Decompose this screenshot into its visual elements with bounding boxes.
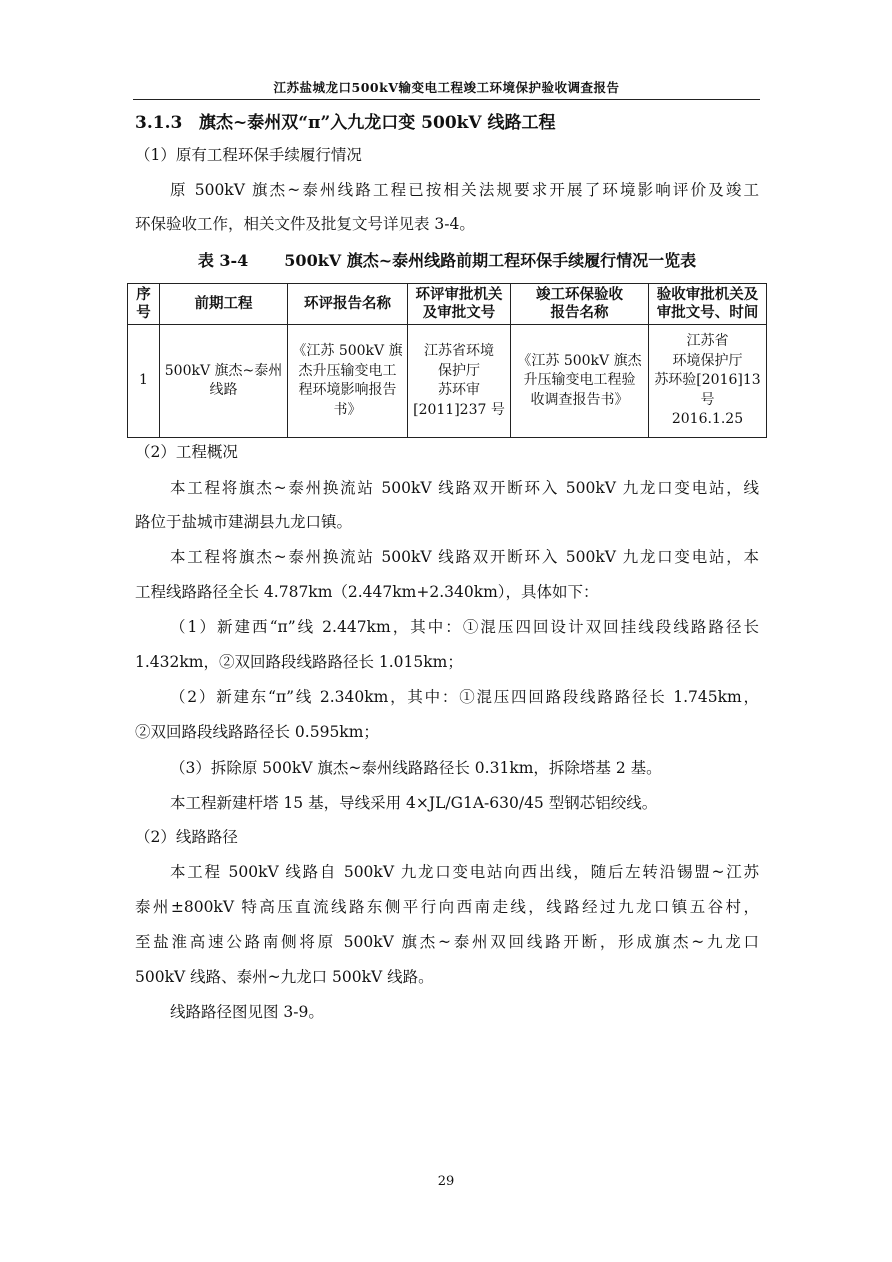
cell-project: 500kV 旗杰~泰州 线路 — [160, 325, 288, 438]
cell-eia-approval: 江苏省环境 保护厅 苏环审 [2011]237 号 — [408, 325, 511, 438]
header-cell-index: 序 号 — [128, 284, 160, 325]
list-item: （3）拆除原 500kV 旗杰~泰州线路路径长 0.31km，拆除塔基 2 基。 — [170, 759, 662, 777]
header-cell-acceptance-report: 竣工环保验收 报告名称 — [511, 284, 649, 325]
paragraph-line: 本工程将旗杰~泰州换流站 500kV 线路双开断环入 500kV 九龙口变电站，本 — [170, 548, 759, 566]
list-item: （1）新建西“π”线 2.447km，其中：①混压四回设计双回挂线段线路路径长 — [170, 618, 759, 636]
section-title: 旗杰~泰州双“π”入九龙口变 500kV 线路工程 — [199, 113, 556, 133]
paragraph-line: 工程线路路径全长 4.787km（2.447km+2.340km），具体如下： — [135, 583, 599, 601]
compliance-table — [127, 283, 767, 438]
subsection-title-3: （2）线路路径 — [135, 828, 238, 846]
paragraph-line: 环保验收工作，相关文件及批复文号详见表 3-4。 — [135, 215, 475, 233]
header-cell-eia-approval: 环评审批机关 及审批文号 — [408, 284, 511, 325]
list-item-cont: 1.432km，②双回路段线路路径长 1.015km； — [135, 653, 463, 671]
subsection-title-2: （2）工程概况 — [135, 443, 238, 461]
paragraph-line: 原 500kV 旗杰~泰州线路工程已按相关法规要求开展了环境影响评价及竣工 — [170, 181, 759, 199]
header-cell-project: 前期工程 — [160, 284, 288, 325]
paragraph-line: 线路路径图见图 3-9。 — [170, 1003, 324, 1021]
paragraph-line: 泰州±800kV 特高压直流线路东侧平行向西南走线，线路经过九龙口镇五谷村， — [135, 898, 759, 916]
table-caption-label: 表 3-4 — [197, 251, 249, 270]
paragraph-line: 本工程新建杆塔 15 基，导线采用 4×JL/G1A-630/45 型钢芯铝绞线。 — [170, 794, 658, 812]
table-row — [128, 325, 767, 438]
section-heading — [135, 108, 556, 133]
paragraph-line: 至盐淮高速公路南侧将原 500kV 旗杰~泰州双回线路开断，形成旗杰~九龙口 — [135, 933, 759, 951]
table-header-row — [128, 284, 767, 325]
header-cell-acceptance-approval: 验收审批机关及 审批文号、时间 — [649, 284, 767, 325]
page-number: 29 — [437, 1174, 455, 1189]
list-item-cont: ②双回路段线路路径长 0.595km； — [135, 723, 379, 741]
paragraph-line: 路位于盐城市建湖县九龙口镇。 — [135, 513, 353, 531]
header-cell-eia-report: 环评报告名称 — [288, 284, 408, 325]
table-caption-title: 500kV 旗杰~泰州线路前期工程环保手续履行情况一览表 — [284, 251, 697, 270]
table-caption — [135, 248, 759, 271]
paragraph-line: 本工程将旗杰~泰州换流站 500kV 线路双开断环入 500kV 九龙口变电站，线 — [170, 479, 759, 497]
paragraph-line: 本工程 500kV 线路自 500kV 九龙口变电站向西出线，随后左转沿锡盟~江苏 — [170, 863, 759, 881]
header-rule — [133, 99, 760, 100]
cell-index: 1 — [128, 325, 160, 438]
cell-acceptance-report: 《江苏 500kV 旗杰 升压输变电工程验 收调查报告书》 — [511, 325, 649, 438]
paragraph-line: 500kV 线路、泰州~九龙口 500kV 线路。 — [135, 968, 434, 986]
cell-acceptance-approval: 江苏省 环境保护厅 苏环验[2016]13 号 2016.1.25 — [649, 325, 767, 438]
cell-eia-report: 《江苏 500kV 旗 杰升压输变电工 程环境影响报告 书》 — [288, 325, 408, 438]
running-header: 江苏盐城龙口500kV输变电工程竣工环境保护验收调查报告 — [273, 80, 620, 95]
list-item: （2）新建东“π”线 2.340km，其中：①混压四回路段线路路径长 1.745km， — [170, 688, 759, 706]
section-number: 3.1.3 — [135, 113, 183, 133]
subsection-title-1: （1）原有工程环保手续履行情况 — [135, 146, 362, 164]
